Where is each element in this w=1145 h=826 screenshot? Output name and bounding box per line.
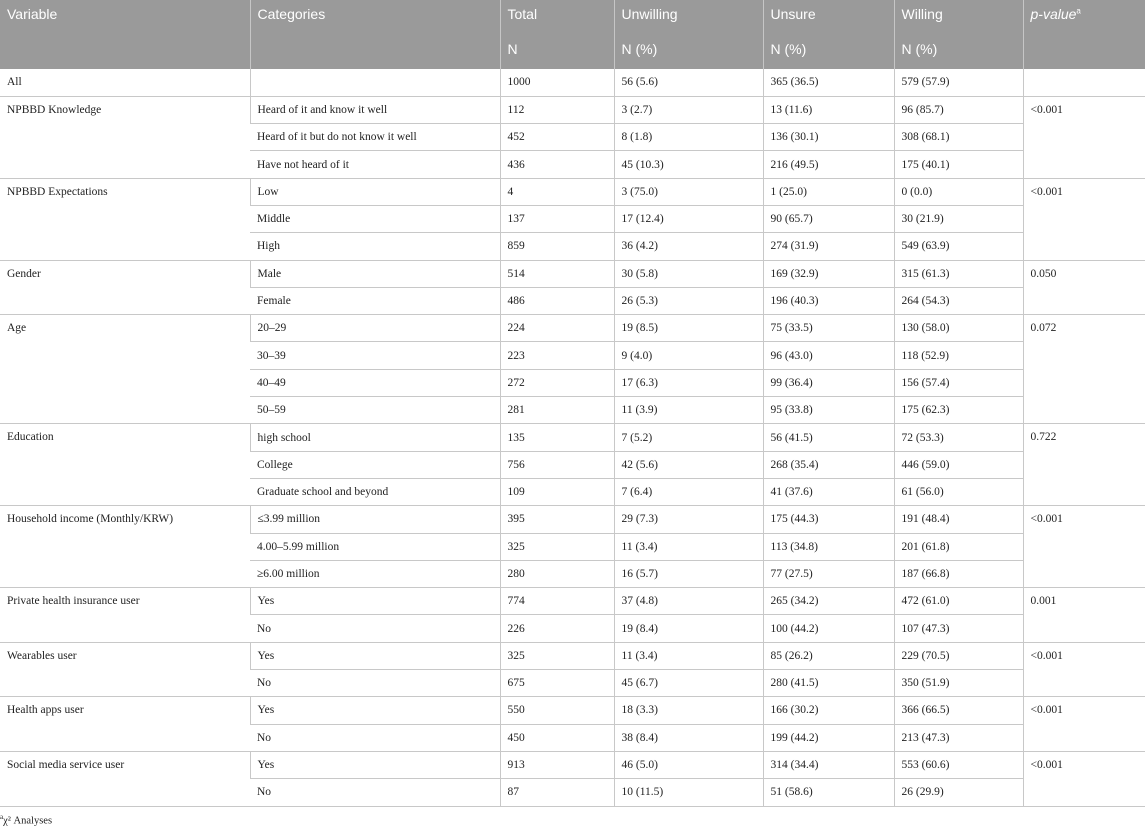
header-categories-sub: [250, 35, 500, 69]
header-unwilling: Unwilling: [614, 0, 763, 35]
total-cell: 774: [500, 588, 614, 615]
total-cell: 272: [500, 369, 614, 396]
category-cell: [250, 69, 500, 96]
willing-cell: 472 (61.0): [894, 588, 1023, 615]
unsure-cell: 199 (44.2): [763, 724, 894, 751]
willing-cell: 213 (47.3): [894, 724, 1023, 751]
willing-cell: 315 (61.3): [894, 260, 1023, 287]
total-cell: 281: [500, 397, 614, 424]
variable-cell: Education: [0, 424, 250, 506]
total-cell: 109: [500, 478, 614, 505]
total-cell: 452: [500, 124, 614, 151]
unsure-cell: 13 (11.6): [763, 96, 894, 123]
category-cell: high school: [250, 424, 500, 451]
unwilling-cell: 38 (8.4): [614, 724, 763, 751]
variable-cell: Household income (Monthly/KRW): [0, 506, 250, 588]
p-value-cell: <0.001: [1023, 642, 1145, 697]
unsure-cell: 1 (25.0): [763, 178, 894, 205]
unwilling-cell: 7 (6.4): [614, 478, 763, 505]
unsure-cell: 99 (36.4): [763, 369, 894, 396]
header-variable-sub: [0, 35, 250, 69]
category-cell: ≤3.99 million: [250, 506, 500, 533]
unwilling-cell: 8 (1.8): [614, 124, 763, 151]
unsure-cell: 196 (40.3): [763, 287, 894, 314]
total-cell: 223: [500, 342, 614, 369]
unsure-cell: 77 (27.5): [763, 560, 894, 587]
category-cell: 50–59: [250, 397, 500, 424]
unsure-cell: 280 (41.5): [763, 670, 894, 697]
header-total-sub: N: [500, 35, 614, 69]
category-cell: ≥6.00 million: [250, 560, 500, 587]
variable-cell: NPBBD Expectations: [0, 178, 250, 260]
unwilling-cell: 11 (3.9): [614, 397, 763, 424]
p-value-cell: <0.001: [1023, 178, 1145, 260]
header-unwilling-sub: N (%): [614, 35, 763, 69]
table-row: [0, 751, 1145, 778]
table-row: [0, 260, 1145, 287]
variable-cell: Gender: [0, 260, 250, 315]
total-cell: 112: [500, 96, 614, 123]
willing-cell: 175 (62.3): [894, 397, 1023, 424]
unsure-cell: 365 (36.5): [763, 69, 894, 96]
unwilling-cell: 11 (3.4): [614, 642, 763, 669]
category-cell: College: [250, 451, 500, 478]
willing-cell: 175 (40.1): [894, 151, 1023, 178]
unwilling-cell: 17 (6.3): [614, 369, 763, 396]
category-cell: Have not heard of it: [250, 151, 500, 178]
unwilling-cell: 9 (4.0): [614, 342, 763, 369]
table-footnote: [0, 807, 1145, 826]
table-row: [0, 642, 1145, 669]
header-variable: Variable: [0, 0, 250, 35]
willing-cell: 118 (52.9): [894, 342, 1023, 369]
table-body: [0, 69, 1145, 806]
willing-cell: 72 (53.3): [894, 424, 1023, 451]
category-cell: 20–29: [250, 315, 500, 342]
total-cell: 450: [500, 724, 614, 751]
willing-cell: 61 (56.0): [894, 478, 1023, 505]
unwilling-cell: 46 (5.0): [614, 751, 763, 778]
category-cell: No: [250, 670, 500, 697]
category-cell: 40–49: [250, 369, 500, 396]
unwilling-cell: 45 (6.7): [614, 670, 763, 697]
table-row: [0, 588, 1145, 615]
category-cell: 30–39: [250, 342, 500, 369]
willing-cell: 446 (59.0): [894, 451, 1023, 478]
willing-cell: 308 (68.1): [894, 124, 1023, 151]
category-cell: No: [250, 779, 500, 806]
unsure-cell: 56 (41.5): [763, 424, 894, 451]
header-categories: Categories: [250, 0, 500, 35]
unsure-cell: 95 (33.8): [763, 397, 894, 424]
variable-cell: Private health insurance user: [0, 588, 250, 643]
table-row: [0, 506, 1145, 533]
category-cell: Heard of it but do not know it well: [250, 124, 500, 151]
variable-cell: Wearables user: [0, 642, 250, 697]
unsure-cell: 314 (34.4): [763, 751, 894, 778]
unsure-cell: 216 (49.5): [763, 151, 894, 178]
total-cell: 550: [500, 697, 614, 724]
willing-cell: 229 (70.5): [894, 642, 1023, 669]
unsure-cell: 113 (34.8): [763, 533, 894, 560]
unwilling-cell: 37 (4.8): [614, 588, 763, 615]
category-cell: Yes: [250, 751, 500, 778]
total-cell: 280: [500, 560, 614, 587]
p-value-cell: <0.001: [1023, 506, 1145, 588]
p-value-cell: <0.001: [1023, 96, 1145, 178]
willing-cell: 130 (58.0): [894, 315, 1023, 342]
total-cell: 675: [500, 670, 614, 697]
header-willing: Willing: [894, 0, 1023, 35]
willing-cell: 553 (60.6): [894, 751, 1023, 778]
total-cell: 224: [500, 315, 614, 342]
variable-cell: NPBBD Knowledge: [0, 96, 250, 178]
header-unsure: Unsure: [763, 0, 894, 35]
unsure-cell: 166 (30.2): [763, 697, 894, 724]
unsure-cell: 175 (44.3): [763, 506, 894, 533]
footnote-marker: a: [0, 812, 4, 821]
table-row: [0, 424, 1145, 451]
unsure-cell: 96 (43.0): [763, 342, 894, 369]
willing-cell: 579 (57.9): [894, 69, 1023, 96]
willing-cell: 366 (66.5): [894, 697, 1023, 724]
unsure-cell: 90 (65.7): [763, 205, 894, 232]
willing-cell: 549 (63.9): [894, 233, 1023, 260]
unwilling-cell: 7 (5.2): [614, 424, 763, 451]
unsure-cell: 51 (58.6): [763, 779, 894, 806]
unwilling-cell: 3 (75.0): [614, 178, 763, 205]
category-cell: No: [250, 615, 500, 642]
category-cell: Graduate school and beyond: [250, 478, 500, 505]
unwilling-cell: 19 (8.5): [614, 315, 763, 342]
category-cell: Middle: [250, 205, 500, 232]
unsure-cell: 41 (37.6): [763, 478, 894, 505]
unwilling-cell: 18 (3.3): [614, 697, 763, 724]
unsure-cell: 265 (34.2): [763, 588, 894, 615]
total-cell: 137: [500, 205, 614, 232]
unwilling-cell: 56 (5.6): [614, 69, 763, 96]
unsure-cell: 100 (44.2): [763, 615, 894, 642]
total-cell: 226: [500, 615, 614, 642]
table-row: [0, 697, 1145, 724]
total-cell: 436: [500, 151, 614, 178]
unwilling-cell: 30 (5.8): [614, 260, 763, 287]
unwilling-cell: 16 (5.7): [614, 560, 763, 587]
unsure-cell: 136 (30.1): [763, 124, 894, 151]
table-header: [0, 0, 1145, 69]
unwilling-cell: 29 (7.3): [614, 506, 763, 533]
total-cell: 514: [500, 260, 614, 287]
willing-cell: 96 (85.7): [894, 96, 1023, 123]
category-cell: Female: [250, 287, 500, 314]
p-value-cell: 0.001: [1023, 588, 1145, 643]
table-row: [0, 178, 1145, 205]
total-cell: 486: [500, 287, 614, 314]
unwilling-cell: 17 (12.4): [614, 205, 763, 232]
willing-cell: 201 (61.8): [894, 533, 1023, 560]
total-cell: 325: [500, 533, 614, 560]
category-cell: Male: [250, 260, 500, 287]
p-value-cell: <0.001: [1023, 697, 1145, 752]
willing-cell: 156 (57.4): [894, 369, 1023, 396]
total-cell: 395: [500, 506, 614, 533]
willing-cell: 26 (29.9): [894, 779, 1023, 806]
total-cell: 1000: [500, 69, 614, 96]
table-row: [0, 96, 1145, 123]
unsure-cell: 85 (26.2): [763, 642, 894, 669]
unwilling-cell: 19 (8.4): [614, 615, 763, 642]
total-cell: 756: [500, 451, 614, 478]
header-willing-sub: N (%): [894, 35, 1023, 69]
p-value-cell: 0.722: [1023, 424, 1145, 506]
variable-cell: All: [0, 69, 250, 96]
unwilling-cell: 42 (5.6): [614, 451, 763, 478]
unwilling-cell: 26 (5.3): [614, 287, 763, 314]
category-cell: Yes: [250, 642, 500, 669]
p-value-cell: 0.050: [1023, 260, 1145, 315]
unsure-cell: 268 (35.4): [763, 451, 894, 478]
willing-cell: 107 (47.3): [894, 615, 1023, 642]
header-p-value: [1023, 0, 1145, 69]
variable-cell: Age: [0, 315, 250, 424]
table-row: [0, 69, 1145, 96]
unsure-cell: 169 (32.9): [763, 260, 894, 287]
unwilling-cell: 45 (10.3): [614, 151, 763, 178]
unwilling-cell: 36 (4.2): [614, 233, 763, 260]
footnote-text: χ² Analyses: [3, 815, 53, 826]
willing-cell: 191 (48.4): [894, 506, 1023, 533]
category-cell: High: [250, 233, 500, 260]
total-cell: 4: [500, 178, 614, 205]
total-cell: 859: [500, 233, 614, 260]
total-cell: 87: [500, 779, 614, 806]
unwilling-cell: 3 (2.7): [614, 96, 763, 123]
total-cell: 913: [500, 751, 614, 778]
total-cell: 135: [500, 424, 614, 451]
category-cell: 4.00–5.99 million: [250, 533, 500, 560]
header-p-value-footnote-marker: a: [1076, 6, 1081, 16]
total-cell: 325: [500, 642, 614, 669]
willing-cell: 264 (54.3): [894, 287, 1023, 314]
header-unsure-sub: N (%): [763, 35, 894, 69]
category-cell: Heard of it and know it well: [250, 96, 500, 123]
variable-cell: Health apps user: [0, 697, 250, 752]
p-value-cell: 0.072: [1023, 315, 1145, 424]
p-value-cell: <0.001: [1023, 751, 1145, 806]
category-cell: Low: [250, 178, 500, 205]
unsure-cell: 75 (33.5): [763, 315, 894, 342]
willing-cell: 187 (66.8): [894, 560, 1023, 587]
unsure-cell: 274 (31.9): [763, 233, 894, 260]
table-row: [0, 315, 1145, 342]
header-total: Total: [500, 0, 614, 35]
unwilling-cell: 10 (11.5): [614, 779, 763, 806]
header-p-value-label: p-value: [1030, 6, 1077, 22]
willing-cell: 30 (21.9): [894, 205, 1023, 232]
variable-cell: Social media service user: [0, 751, 250, 806]
unwilling-cell: 11 (3.4): [614, 533, 763, 560]
willing-cell: 0 (0.0): [894, 178, 1023, 205]
category-cell: Yes: [250, 697, 500, 724]
p-value-cell: [1023, 69, 1145, 96]
willing-cell: 350 (51.9): [894, 670, 1023, 697]
category-cell: No: [250, 724, 500, 751]
category-cell: Yes: [250, 588, 500, 615]
